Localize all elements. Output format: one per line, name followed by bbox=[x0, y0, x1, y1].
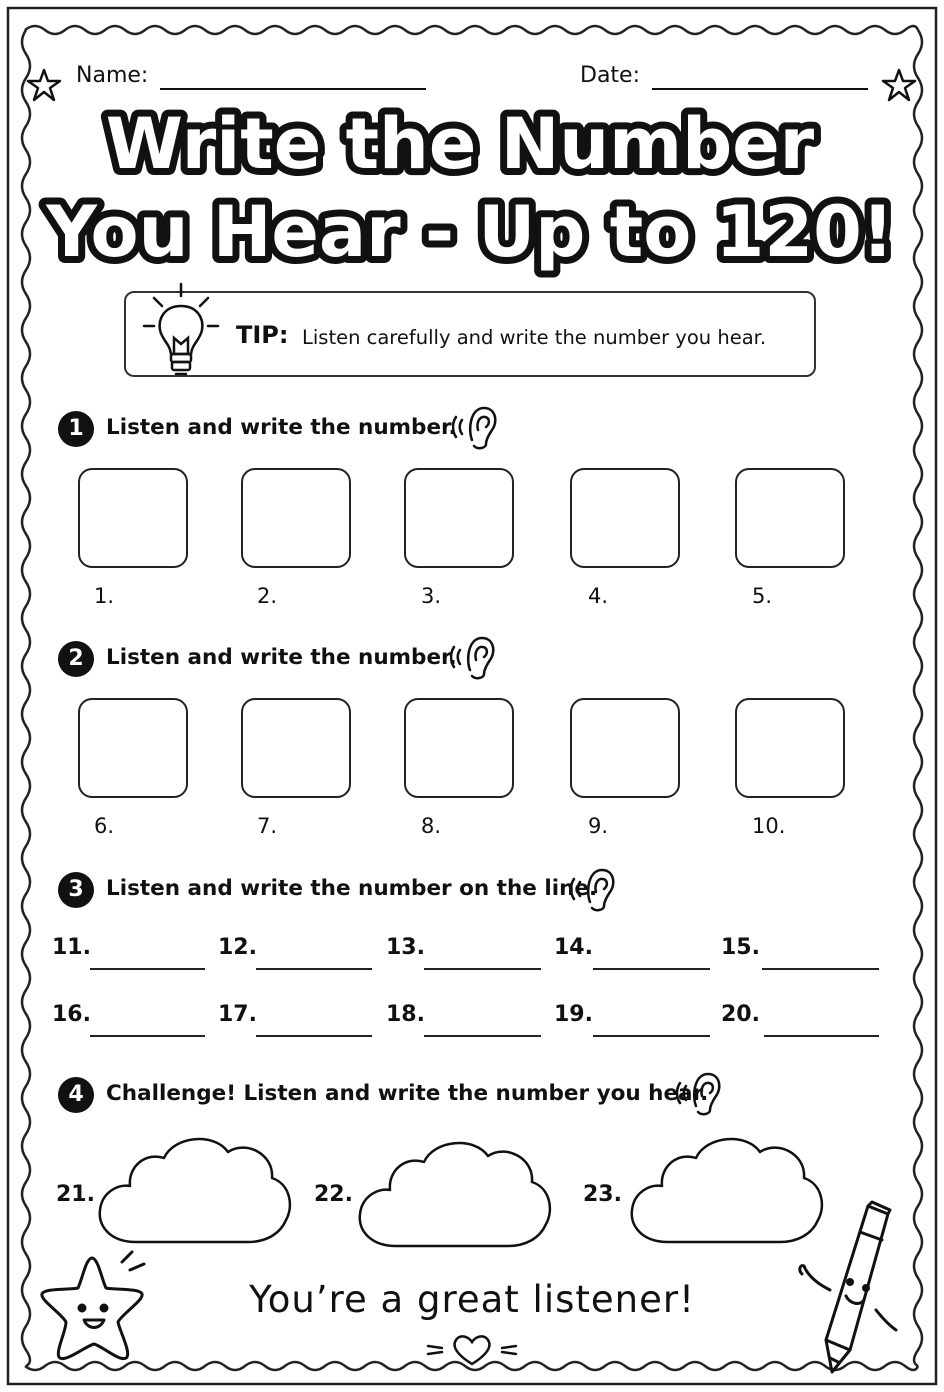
section-3-number: 3 bbox=[58, 872, 94, 908]
answer-box-6[interactable] bbox=[78, 698, 188, 798]
worksheet-title bbox=[0, 100, 944, 280]
line-label-18: 18. bbox=[386, 1002, 425, 1027]
ear-icon bbox=[452, 400, 500, 452]
line-label-12: 12. bbox=[218, 935, 257, 960]
section-4-number: 4 bbox=[58, 1077, 94, 1113]
box-label-10: 10. bbox=[752, 814, 786, 838]
name-field[interactable] bbox=[160, 88, 426, 90]
answer-box-8[interactable] bbox=[404, 698, 514, 798]
box-label-6: 6. bbox=[94, 814, 115, 838]
line-label-15: 15. bbox=[721, 935, 760, 960]
box-label-3: 3. bbox=[421, 584, 442, 608]
box-label-8: 8. bbox=[421, 814, 442, 838]
box-label-5: 5. bbox=[752, 584, 773, 608]
answer-box-5[interactable] bbox=[735, 468, 845, 568]
answer-cloud-21[interactable] bbox=[96, 1126, 296, 1250]
cloud-label-22: 22. bbox=[314, 1182, 353, 1207]
answer-box-9[interactable] bbox=[570, 698, 680, 798]
line-label-17: 17. bbox=[218, 1002, 257, 1027]
section-4-title: Challenge! Listen and write the number you hear. bbox=[106, 1081, 709, 1106]
line-label-13: 13. bbox=[386, 935, 425, 960]
ear-icon bbox=[676, 1066, 724, 1118]
answer-line-17[interactable] bbox=[256, 1035, 372, 1037]
answer-box-10[interactable] bbox=[735, 698, 845, 798]
answer-box-3[interactable] bbox=[404, 468, 514, 568]
line-label-16: 16. bbox=[52, 1002, 91, 1027]
box-label-2: 2. bbox=[257, 584, 278, 608]
answer-line-12[interactable] bbox=[256, 968, 372, 970]
line-label-14: 14. bbox=[554, 935, 593, 960]
box-label-1: 1. bbox=[94, 584, 115, 608]
box-label-7: 7. bbox=[257, 814, 278, 838]
tip-label: TIP: bbox=[236, 321, 289, 349]
answer-line-20[interactable] bbox=[764, 1035, 879, 1037]
cloud-label-23: 23. bbox=[583, 1182, 622, 1207]
section-2-title: Listen and write the number. bbox=[106, 645, 457, 670]
answer-line-11[interactable] bbox=[90, 968, 205, 970]
closing-message: You’re a great listener! bbox=[249, 1278, 695, 1321]
line-label-20: 20. bbox=[721, 1002, 760, 1027]
answer-line-19[interactable] bbox=[593, 1035, 710, 1037]
line-label-11: 11. bbox=[52, 935, 91, 960]
section-1-number: 1 bbox=[58, 411, 94, 447]
date-label: Date: bbox=[580, 63, 640, 88]
answer-box-4[interactable] bbox=[570, 468, 680, 568]
section-2-number: 2 bbox=[58, 641, 94, 677]
answer-box-2[interactable] bbox=[241, 468, 351, 568]
name-label: Name: bbox=[76, 63, 149, 88]
title-line-2: You Hear - Up to 120! bbox=[46, 191, 894, 273]
answer-cloud-22[interactable] bbox=[356, 1130, 556, 1254]
date-field[interactable] bbox=[652, 88, 868, 90]
answer-line-16[interactable] bbox=[90, 1035, 205, 1037]
answer-line-14[interactable] bbox=[593, 968, 710, 970]
answer-line-13[interactable] bbox=[424, 968, 541, 970]
tip-text: Listen carefully and write the number you hear. bbox=[302, 326, 767, 349]
ear-icon bbox=[450, 630, 498, 682]
section-1-title: Listen and write the number. bbox=[106, 415, 457, 440]
cloud-label-21: 21. bbox=[56, 1182, 95, 1207]
line-label-19: 19. bbox=[554, 1002, 593, 1027]
answer-box-1[interactable] bbox=[78, 468, 188, 568]
ear-icon bbox=[570, 862, 618, 914]
answer-line-15[interactable] bbox=[762, 968, 879, 970]
box-label-4: 4. bbox=[588, 584, 609, 608]
section-3-title: Listen and write the number on the line. bbox=[106, 876, 598, 901]
lightbulb-icon bbox=[140, 280, 224, 388]
answer-line-18[interactable] bbox=[424, 1035, 541, 1037]
heart-icon bbox=[422, 1330, 522, 1370]
title-line-1: Write the Number bbox=[105, 103, 815, 185]
answer-box-7[interactable] bbox=[241, 698, 351, 798]
box-label-9: 9. bbox=[588, 814, 609, 838]
